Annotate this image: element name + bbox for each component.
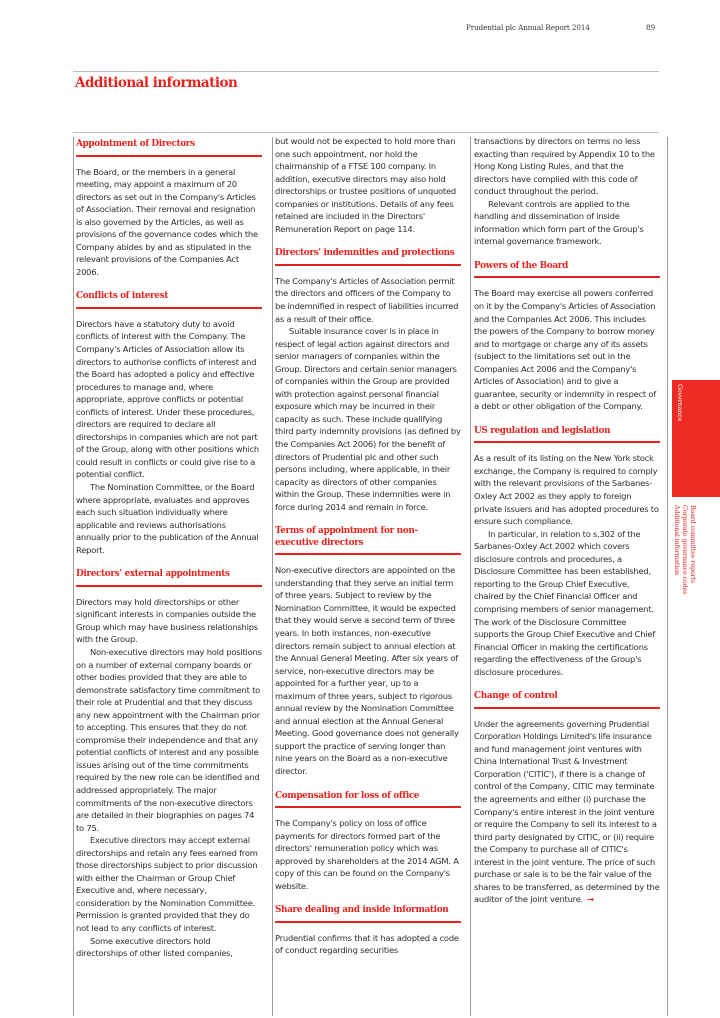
column-3 xyxy=(474,135,660,906)
heading-appointment-of-directors: Appointment of Directors xyxy=(76,135,262,157)
paragraph: The Board may exercise all powers conferred on it by the Company's Articles of Association and the Companies Act 2006. This includes the powers of the Company to borrow money and to mortgage or charge any of its assets (subject to the limitations set out in the Companies Act 2006 and the Company's Articles of Association) and to give a guarantee, security or indemnity in respect of a debt or other obligation of the Company. xyxy=(474,288,657,412)
paragraph: but would not be expected to hold more than one such appointment, nor hold the chairmanship of a FTSE 100 company. In addition, executive directors may also hold directorships or trustee positions of unquoted companies or institutions. Details of any fees retained are included in the Directors' Remuneration Report on page 114. xyxy=(275,136,456,234)
continue-arrow-icon: → xyxy=(587,894,594,905)
paragraph-text: Under the agreements governing Prudential Corporation Holdings Limited's life insurance and fund management joint ventures with China International Trust & Investment Corporation ('CITIC'), if there is a change of control of the Company, CITIC may terminate the agreements and either (i) purchase the Company's entire interest in the joint venture or require the Company to sell its interest to a third party designated by CITIC, or (ii) require the Company to purchase all of CITIC's interest in the joint venture. The price of such purchase or sale is to be the fair value of the shares to be transferred, as determined by the auditor of the joint venture. xyxy=(474,718,660,905)
paragraph: Non-executive directors are appointed on the understanding that they serve an initial term of three years. Subject to review by the Nomination Committee, it would be expected that they would serve a second term of three years. In both instances, non-executive directors remain subject to annual election at the Annual General Meeting. After six years of service, non-executive directors may be appointed for a further year, up to a maximum of three years, subject to rigorous annual review by the Nomination Committee and annual election at the Annual General Meeting. Good governance does not generally support the practice of serving longer than nine years on the Board as a non-executive director. xyxy=(275,565,459,777)
paragraph: The Company's Articles of Association permit the directors and officers of the Company to be indemnified in respect of liabilities incurred as a result of their office. xyxy=(275,275,459,324)
heading-us-regulation: US regulation and legislation xyxy=(474,422,660,444)
paragraph: Prudential confirms that it has adopted a code of conduct regarding securities xyxy=(275,932,459,956)
running-head: Prudential plc Annual Report 2014 xyxy=(466,23,590,32)
column-divider xyxy=(73,137,74,1016)
paragraph: Executive directors may accept external directorships and retain any fees earned from those directorships subject to prior discussion with either the Chairman or Group Chief Executive and, where necessary, consideration by the Nomination Committee. Permission is granted provided that they do not lead to any conflicts of interest. xyxy=(76,835,258,934)
page-number: 89 xyxy=(646,23,656,32)
paragraph: transactions by directors on terms no less exacting than required by Appendix 10 to the Hong Kong Listing Rules, and that the directors have complied with this code of conduct throughout the period. xyxy=(474,136,655,197)
paragraph: Some executive directors hold directorships of other listed companies, xyxy=(76,935,233,959)
heading-powers-of-the-board: Powers of the Board xyxy=(474,257,660,279)
heading-compensation-loss-of-office: Compensation for loss of office xyxy=(275,787,461,809)
section-divider xyxy=(73,132,659,133)
paragraph xyxy=(474,718,660,906)
paragraph: As a result of its listing on the New York stock exchange, the Company is required to comply with the relevant provisions of the Sarbanes-Oxley Act 2002 as they apply to foreign private issuers and has adopted procedures to ensure such compliance. xyxy=(474,453,659,527)
column-2 xyxy=(275,135,461,957)
paragraph: Relevant controls are applied to the handling and dissemination of inside information which form part of the Group's internal governance framework. xyxy=(474,198,644,247)
paragraph: The Company's policy on loss of office payments for directors formed part of the directors' remuneration policy which was approved by shareholders at the 2014 AGM. A copy of this can be found on the Company's website. xyxy=(275,818,459,891)
heading-directors-external-appointments: Directors' external appointments xyxy=(76,565,262,587)
side-nav-links xyxy=(672,505,696,594)
nav-link-corporate-governance-codes[interactable]: Corporate governance codes xyxy=(681,505,688,595)
column-divider xyxy=(272,137,273,1016)
paragraph: Non-executive directors may hold positions on a number of external company boards or other bodies provided that they are able to demonstrate satisfactory time commitment to their role at Prudential and that they discuss any new appointment with the Chairman prior to accepting. This ensures that they do not compromise their independence and that any potential conflicts of interest and any possible issues arising out of the time commitments required by the new role can be identified and addressed appropriately. The major commitments of the non-executive directors are detailed in their biographies on pages 74 to 75. xyxy=(76,647,262,833)
nav-link-additional-information[interactable]: Additional information xyxy=(673,505,680,575)
paragraph: Suitable insurance cover is in place in respect of legal action against directors and senior managers of companies within the Group. Directors and certain senior managers of companies within the Group are provided with protection against personal financial exposure which may be incurred in their capacity as such. These include qualifying third party indemnity provisions (as defined by the Companies Act 2006) for the benefit of directors of Prudential plc and other such persons including, where applicable, in their capacity as directors of other companies within the Group. These indemnities were in force during 2014 and remain in force. xyxy=(275,326,461,512)
governance-tab-label[interactable]: Governance xyxy=(676,384,683,422)
paragraph: Directors have a statutory duty to avoid conflicts of interest with the Company. The Company's Articles of Association allow its directors to authorise conflicts of interest and the Board has adopted a policy and effective procedures to manage and, where appropriate, approve conflicts or potential conflicts of interest. Under these procedures, directors are required to declare all directorships in companies which are not part of the Group, along with other positions which could result in conflicts or could give rise to a potential conflict. xyxy=(76,318,259,480)
paragraph: In particular, in relation to s.302 of the Sarbanes-Oxley Act 2002 which covers disclosure controls and procedures, a Disclosure Committee has been established, reporting to the Group Chief Executive, chaired by the Chief Financial Officer and comprising members of senior management. The work of the Disclosure Committee supports the Group Chief Executive and Chief Financial Officer in making the certifications regarding the effectiveness of the Group's disclosure procedures. xyxy=(474,528,656,677)
header-divider xyxy=(73,71,659,72)
paragraph: The Nomination Committee, or the Board where appropriate, evaluates and approves each such situation individually where applicable and reviews authorisations annually prior to the publication of the Annual Report. xyxy=(76,482,259,555)
heading-terms-of-appointment: Terms of appointment for non-executive directors xyxy=(275,522,461,555)
heading-share-dealing: Share dealing and inside information xyxy=(275,901,461,923)
nav-link-board-committee-reports[interactable]: Board committee reports xyxy=(689,505,696,584)
column-1 xyxy=(76,135,262,960)
column-divider xyxy=(667,137,668,1016)
heading-directors-indemnities: Directors' indemnities and protections xyxy=(275,244,461,266)
column-divider xyxy=(470,137,471,1016)
page-title: Additional information xyxy=(75,75,238,91)
heading-change-of-control: Change of control xyxy=(474,687,660,709)
paragraph: The Board, or the members in a general meeting, may appoint a maximum of 20 directors as set out in the Company's Articles of Association. Their removal and resignation is also governed by the Articles, as well as provisions of the governance codes which the Company abides by and as stipulated in the relevant provisions of the Companies Act 2006. xyxy=(76,166,258,277)
heading-conflicts-of-interest: Conflicts of interest xyxy=(76,287,262,309)
paragraph: Directors may hold directorships or other significant interests in companies outside the Group which may have business relationships with the Group. xyxy=(76,596,258,645)
